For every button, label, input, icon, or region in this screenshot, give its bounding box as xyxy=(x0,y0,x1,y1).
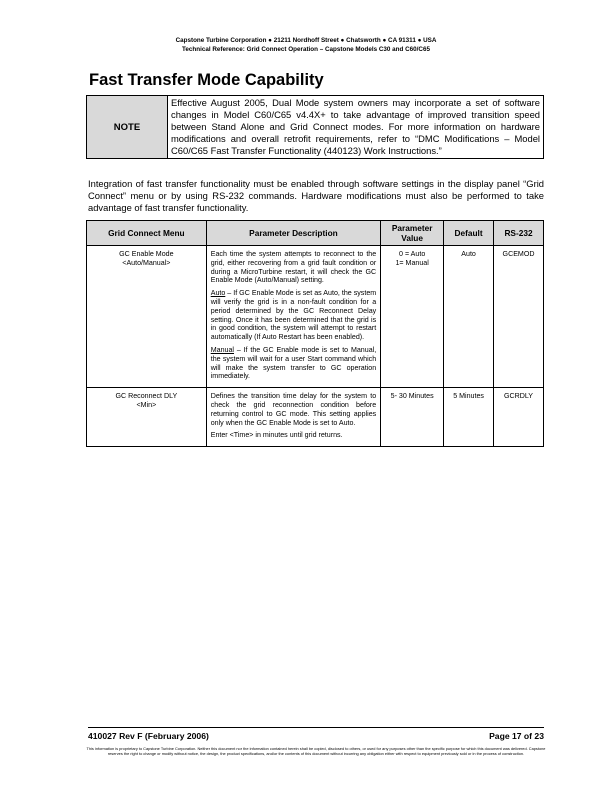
grid-connect-table xyxy=(86,220,544,447)
description-paragraph xyxy=(211,289,376,342)
default-cell: Auto xyxy=(444,246,494,388)
header-doc-title: Technical Reference: Grid Connect Operation – Capstone Models C30 and C60/C65 xyxy=(182,46,430,53)
description-paragraph xyxy=(211,346,376,381)
col-header-value: Parameter Value xyxy=(381,221,444,246)
description-paragraph: Enter <Time> in minutes until grid returns. xyxy=(210,431,343,440)
rs232-cell: GCEMOD xyxy=(494,246,544,388)
value-line: 1= Manual xyxy=(395,258,429,267)
menu-name: GC Reconnect DLY xyxy=(115,392,178,401)
menu-cell xyxy=(87,246,207,388)
footer-disclaimer: This information is proprietary to Capstone Turbine Corporation. Neither this document nor the information contained herein shall be copied, disclosed to others, or used for any purposes other than the specific purpose for which this document was delivered. Capstone reserves the right to change or modify without notice, the design, the product specifications, and/or the contents of this document without incurring any obligation either with respect to equipment previously sold or in the process of construction. xyxy=(86,746,546,757)
table-row xyxy=(87,388,544,447)
description-paragraph: Defines the transition time delay for the system to check the grid reconnection condition before returning control to GC mode. This setting applies only when the GC Enable Mode is set to Auto. xyxy=(210,392,377,427)
description-cell xyxy=(206,388,380,447)
menu-name: GC Enable Mode xyxy=(119,250,174,258)
section-title: Fast Transfer Mode Capability xyxy=(89,71,324,89)
value-line: 0 = Auto xyxy=(399,250,426,258)
table-row xyxy=(87,246,544,388)
description-cell xyxy=(206,246,380,388)
rs232-cell: GCRDLY xyxy=(494,388,544,447)
note-text: Effective August 2005, Dual Mode system owners may incorporate a set of software changes in Model C60/C65 v4.4X+ to take advantage of improved transition speed between Stand Alone and Grid Connect modes. For more information on hardware modifications and overall retrofit requirements, refer to “DMC Modifications – Model C60/C65 Fast Transfer Functionality (440123) Work Instructions.” xyxy=(168,96,544,159)
menu-options: <Auto/Manual> xyxy=(122,258,171,267)
value-cell xyxy=(381,246,444,388)
col-header-menu: Grid Connect Menu xyxy=(87,221,207,246)
menu-options: <Min> xyxy=(136,400,157,409)
table-header-row xyxy=(87,221,544,246)
description-paragraph: Each time the system attempts to reconnect to the grid, either recovering from a grid fault condition or during a MicroTurbine restart, it will check the GC Enable Mode (Auto/Manual) setting. xyxy=(210,250,377,285)
term-manual-text: – If the GC Enable mode is set to Manual, the system will wait for a user Start command which will make the system transfer to GC operation immediately. xyxy=(210,345,377,381)
page-header xyxy=(0,36,612,54)
col-header-description: Parameter Description xyxy=(206,221,380,246)
footer-divider xyxy=(88,727,544,728)
value-cell: 5- 30 Minutes xyxy=(381,388,444,447)
term-auto: Auto xyxy=(210,289,226,298)
col-header-default: Default xyxy=(444,221,494,246)
header-address: Capstone Turbine Corporation ● 21211 Nordhoff Street ● Chatsworth ● CA 91311 ● USA xyxy=(175,37,437,44)
col-header-rs232: RS-232 xyxy=(494,221,544,246)
menu-cell xyxy=(87,388,207,447)
default-cell: 5 Minutes xyxy=(444,388,494,447)
footer-doc-id: 410027 Rev F (February 2006) xyxy=(88,731,209,741)
note-label: NOTE xyxy=(87,96,168,159)
term-manual: Manual xyxy=(210,345,234,354)
term-auto-text: – If GC Enable Mode is set as Auto, the system will verify the grid is in a non-fault condition for a period determined by the GC Reconnect Delay setting. Once it has been determined that the grid is in good condition, the system will attempt to restart automatically (If Auto Restart has been enabled). xyxy=(210,289,377,342)
footer-page-number: Page 17 of 23 xyxy=(489,731,544,741)
intro-paragraph: Integration of fast transfer functionality must be enabled through software settings in the display panel “Grid Connect” menu or by using RS-232 commands. Hardware modifications must also be performed to take advantage of fast transfer functionality. xyxy=(88,178,544,213)
note-box xyxy=(86,95,544,159)
